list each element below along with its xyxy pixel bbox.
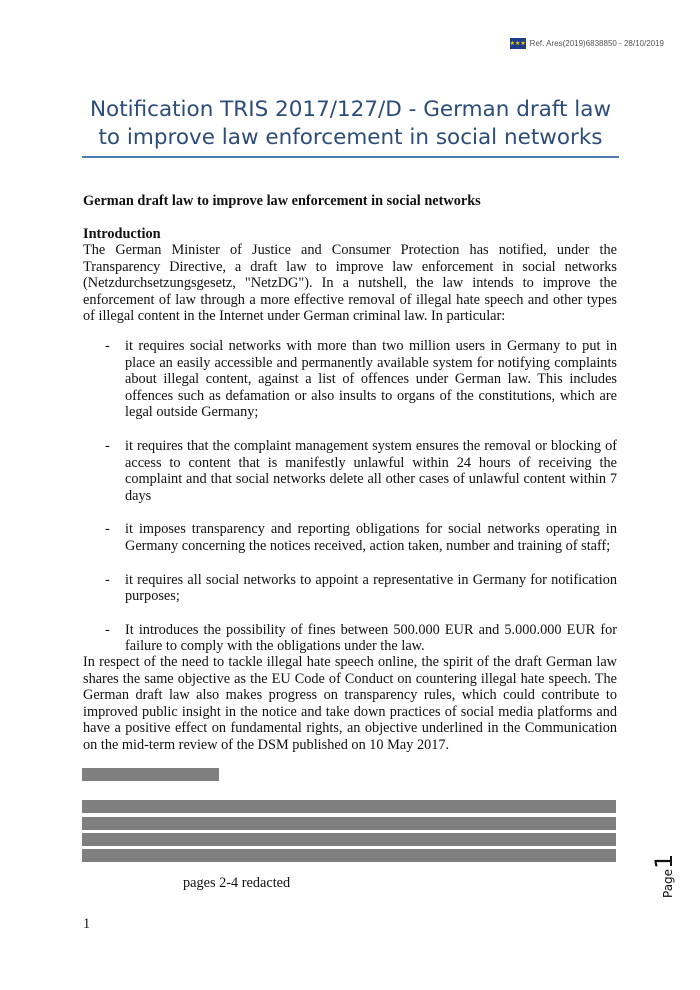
reference-stamp xyxy=(510,38,664,49)
bullet-dash: - xyxy=(105,571,110,588)
introduction-heading: Introduction xyxy=(83,226,161,242)
redacted-pages-note: pages 2-4 redacted xyxy=(183,875,291,891)
obligations-list xyxy=(83,338,617,672)
eu-flag-icon: ★★★ xyxy=(510,38,526,49)
section-heading: German draft law to improve law enforcement in social networks xyxy=(83,193,481,209)
list-item-text: it imposes transparency and reporting obligations for social networks operating in Germany concerning the notices received, action taken, number and training of staff; xyxy=(125,521,617,554)
side-page-marker xyxy=(650,853,678,898)
redaction-bar xyxy=(82,768,219,781)
side-page-number: 1 xyxy=(650,853,678,869)
list-item-text: it requires social networks with more than two million users in Germany to put in place an easily accessible and permanently available system for notifying complaints about illegal content, against a list of offences under German law. This includes offences such as defamation or also insults to organs of the constitutions, which are legal outside Germany; xyxy=(125,338,617,421)
bullet-dash: - xyxy=(105,338,110,354)
introduction-paragraph: The German Minister of Justice and Consumer Protection has notified, under the Transparency Directive, a draft law to improve law enforcement in social networks (Netzdurchsetzungsgesetz, "NetzDG"). In a nutshell, the law intends to improve the enforcement of law through a more effective removal of illegal hate speech and other types of illegal content in the Internet under German criminal law. In particular: xyxy=(83,242,617,325)
redaction-bar xyxy=(82,800,616,813)
list-item xyxy=(83,572,617,605)
footer-page-number: 1 xyxy=(83,916,91,932)
bullet-dash: - xyxy=(105,437,110,454)
reference-text: Ref. Ares(2019)6838850 - 28/10/2019 xyxy=(529,39,664,48)
document-title: Notification TRIS 2017/127/D - German draft law to improve law enforcement in social networks xyxy=(89,97,612,150)
bullet-dash: - xyxy=(105,521,110,538)
redaction-bar xyxy=(82,833,616,846)
redaction-bar xyxy=(82,817,616,830)
list-item-text: it requires all social networks to appoint a representative in Germany for notification purposes; xyxy=(125,571,617,605)
closing-paragraph: In respect of the need to tackle illegal hate speech online, the spirit of the draft German law shares the same objective as the EU Code of Conduct on countering illegal hate speech. The German draft law also makes progress on transparency rules, which could contribute to improved public insight in the notice and take down practices of social media platforms and have a positive effect on fundamental rights, an objective underlined in the Communication on the mid-term review of the DSM published on 10 May 2017. xyxy=(83,654,617,753)
list-item xyxy=(83,338,617,421)
list-item xyxy=(83,438,617,504)
list-item xyxy=(83,622,617,655)
title-underline xyxy=(82,156,619,158)
list-item xyxy=(83,521,617,554)
bullet-dash: - xyxy=(105,621,110,638)
side-page-label: Page xyxy=(661,868,675,898)
list-item-text: it requires that the complaint management system ensures the removal or blocking of access to content that is manifestly unlawful within 24 hours of receiving the complaint and that social networks delete all other cases of unlawful content within 7 days xyxy=(125,437,617,504)
redaction-bar xyxy=(82,849,616,862)
list-item-text: It introduces the possibility of fines between 500.000 EUR and 5.000.000 EUR for failure to comply with the obligations under the law. xyxy=(125,621,617,655)
